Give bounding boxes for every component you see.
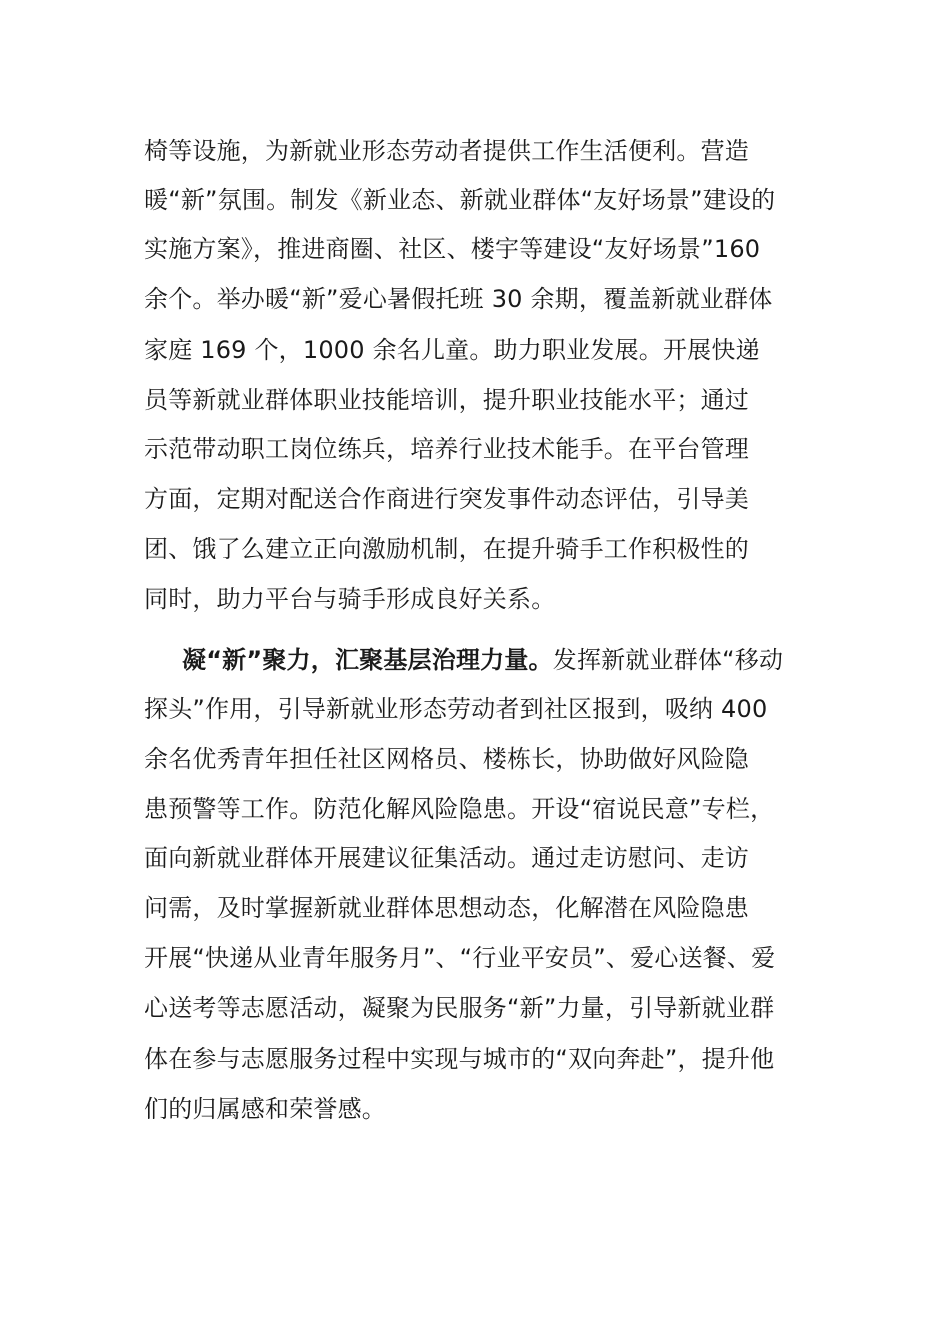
paragraph-1-line-7: 示范带动职工岗位练兵，培养行业技术能手。在平台管理: [144, 435, 749, 463]
paragraph-1-line-9: 团、饿了么建立正向激励机制，在提升骑手工作积极性的: [144, 535, 749, 563]
paragraph-2-line-1: [182, 640, 809, 680]
paragraph-2-line-3: 余名优秀青年担任社区网格员、楼栋长，协助做好风险隐: [144, 745, 749, 773]
paragraph-1-line-4: 余个。举办暖“新”爱心暑假托班 30 余期，覆盖新就业群体: [144, 285, 773, 313]
paragraph-1-line-5: 家庭 169 个，1000 余名儿童。助力职业发展。开展快递: [144, 336, 760, 364]
paragraph-2-line-9: 体在参与志愿服务过程中实现与城市的“双向奔赴”，提升他: [144, 1045, 775, 1073]
paragraph-2-line-10: 们的归属感和荣誉感。: [144, 1095, 386, 1123]
paragraph-2-line-6: 问需，及时掌握新就业群体思想动态，化解潜在风险隐患: [144, 894, 749, 922]
paragraph-2-first-line-rest: 发挥新就业群体“移动: [552, 646, 784, 674]
paragraph-1-line-8: 方面，定期对配送合作商进行突发事件动态评估，引导美: [144, 485, 749, 513]
paragraph-2-line-5: 面向新就业群体开展建议征集活动。通过走访慰问、走访: [144, 844, 749, 872]
paragraph-2-heading: 凝“新”聚力，汇聚基层治理力量。: [182, 646, 553, 674]
paragraph-1-line-3: 实施方案》，推进商圈、社区、楼宇等建设“友好场景”160: [144, 235, 761, 263]
paragraph-1-line-10: 同时，助力平台与骑手形成良好关系。: [144, 585, 556, 613]
paragraph-1-line-1: 椅等设施，为新就业形态劳动者提供工作生活便利。营造: [144, 137, 749, 165]
paragraph-2-line-7: 开展“快递从业青年服务月”、“行业平安员”、爱心送餐、爱: [144, 944, 776, 972]
paragraph-1-line-2: 暖“新”氛围。制发《新业态、新就业群体“友好场景”建设的: [144, 186, 776, 214]
paragraph-1-line-6: 员等新就业群体职业技能培训，提升职业技能水平；通过: [144, 386, 749, 414]
paragraph-2-line-2: 探头”作用，引导新就业形态劳动者到社区报到，吸纳 400: [144, 695, 768, 723]
paragraph-2-line-4: 患预警等工作。防范化解风险隐患。开设“宿说民意”专栏，: [144, 795, 775, 823]
paragraph-2-line-8: 心送考等志愿活动，凝聚为民服务“新”力量，引导新就业群: [144, 994, 775, 1022]
